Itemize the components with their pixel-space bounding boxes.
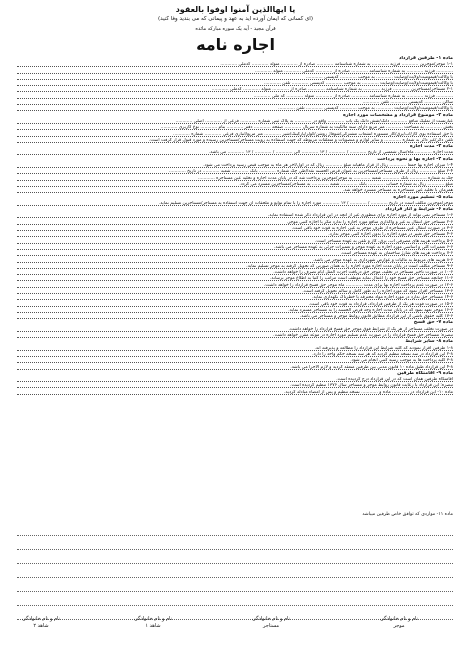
verse-translation: (ای کسانی که ایمان آورده اید به عهد و پیمانی که می بندید وفا کنید) (158, 16, 313, 22)
clause-line: ۱۲-۶ در صورت عدم پرداخت اجاره بها برای مدت ............ ماه موجر حق فسخ قرارداد را خواهد داشت. (17, 283, 453, 288)
clause-line: ۶-۶ تعمیرات کلی و اساسی مورد اجاره به عهده موجر و تعمیرات جزئی به عهده مستاجر می باشد. (17, 245, 453, 250)
clause-line: ۱-۴ میزان اجاره بها جمعاً ............ ریال از قرار ماهیانه مبلغ ............ ریال که در اول/آخر هر ماه به موجب قبض رسید پرداخت می شود. (17, 163, 453, 168)
clause-line: چک به شماره ............ بانک ............ شعبه ............ به موجر/موجرین پرداخت شد که در پایان مدت اجاره و تخلیه عین مستاجره ............ (17, 176, 453, 181)
clause-line: تلفن دائر/غیر دائر به شماره ............ و سایر لوازم و منصوبات و متعلقات مربوطه که جهت استفاده به رویت مستاجر/مستاجرین رسیده و مورد قبول قرار گرفت است. (17, 138, 453, 143)
clause-line: ۱۷-۶ کلیه حقوق ناشی از این قرارداد مطابق قانون روابط موجر و مستاجر می باشد. (17, 314, 453, 319)
clause-line: بخش ............ به مساحت ............ متر مربع دارای سند مالکیت به شماره سریال ............ صفحه ............ دفتر ............ بنام ............ نوع کاربری ............ (17, 125, 453, 130)
clause-line: ۱۳-۶ مستاجر اقرار نمود که مورد اجاره را به طور کامل و سالم تحویل گرفته است. (17, 289, 453, 294)
clause-line: ۳-۸ کلیه پرداخت ها به موجب رسید کتبی انجام می شود. (17, 358, 453, 363)
clause-line: مبلغ ............ ریال به شماره حساب ............ بانک ............ شعبه ............ به مستاجر/مستاجرین مسترد می گردد. (17, 182, 453, 187)
clause-line: ۱-۸ طرفین اقرار نمودند که کلیه شرایط این قرارداد را مطالعه و پذیرفته اند. (17, 346, 453, 351)
article-heading: ماده ۴- اجاره بها و نحوه پرداخت (377, 156, 453, 162)
clause-line: ............ فرزند ............ به شماره شناسنامه ............ صادره از ............ کدملی ............ متولد ............ (17, 69, 453, 74)
clause-line: عبارتست از تملیک منافع ............ دانگ/شش دانگ یک باب ............ واقع در ............ به پلاک ثبتی شماره ............ فرعی از ............ اصلی ............ (17, 119, 453, 124)
clause-line: ساکن ............ کدپستی ............ تلفن ............ (17, 100, 453, 105)
blank-line (17, 564, 453, 578)
signature-witness-2 (1, 616, 81, 630)
clause-line: ۲-۸ این قرارداد در سه نسخه تنظیم گردید که هر سه نسخه حکم واحد را دارد. (17, 352, 453, 357)
signature-label: شاهد ۲ (33, 623, 49, 629)
clause-line: ۱۶-۶ موجر تعهد نمود که در پایان مدت اجاره وجه قرض الحسنه را به مستاجر مسترد نماید. (17, 308, 453, 313)
special-terms-heading: ماده ۱۱- مواردی که توافق خاص طرفین میباشد (362, 512, 453, 517)
clause-line: ۴-۶ مستاجر حق تغییر در مورد اجاره را بدون اجازه کتبی موجر ندارد. (17, 232, 453, 237)
clause-line: ۲-۶ مستاجر حق انتقال به غیر و واگذاری منافع مورد اجاره را ندارد مگر با اجازه کتبی موجر. (17, 220, 453, 225)
blank-line (17, 522, 453, 536)
article-heading: ماده ۵- تسلیم مورد اجاره (393, 194, 453, 200)
special-terms-lines (17, 522, 453, 620)
clause-line: ۱۰-۶ در صورت تأخیر مستاجر در تخلیه، موجر حق دریافت اجرت المثل ایام تصرف را خواهد داشت. (17, 270, 453, 275)
clause-line: با وکالت/قیمومیت/ولایت/وصایت/وصایت ............ به موجب ............ کدپستی ............ تلفن ............ (17, 81, 453, 86)
bismillah-verse: یا ایهاالذین آمنوا اوفوا بالعقود (175, 5, 296, 14)
blank-line (17, 536, 453, 550)
clause-line: ۱-۱ موجر/موجرین ............ فرزند ............ به شماره شناسنامه ............ صادره از ............ متولد ............ کدملی ............ (17, 62, 453, 67)
signature-label: مستاجر (262, 623, 280, 629)
signature-sub: نام و نام خانوادگی (134, 616, 172, 622)
signature-label: موجر (393, 623, 405, 629)
clause-line: ۵-۶ پرداخت هزینه های مصرفی آب، برق، گاز و تلفن به عهده مستاجر است. (17, 239, 453, 244)
signature-label: شاهد ۱ (145, 623, 161, 629)
clause-line: ۴-۸ این قرارداد طبق ماده ۱۰ قانون مدنی بین طرفین منعقد گردید و لازم الاجرا می باشد. (17, 365, 453, 370)
clause-line: اقامتگاه طرفین همان است که در این قرارداد درج گردیده است. (17, 377, 453, 382)
clause-line: ۲-۱ مستاجر/مستاجرین ............ فرزند ............ به شماره شناسنامه ............ صادره از ............ متولد ............ کدملی ............ (17, 87, 453, 92)
clause-line: همزمان با تخلیه عین مستاجره به مستاجر مسترد خواهد شد. (17, 188, 453, 193)
clause-line: ۳-۶ در صورت انتقال عین مستاجره از طرف موجر به غیر، اجاره به قوت خود باقی است. (17, 226, 453, 231)
article-heading: ماده ۲- موضوع قرارداد و مشخصات مورد اجاره (342, 112, 453, 118)
signature-block (10, 616, 461, 656)
signature-witness-1 (113, 616, 193, 630)
clause-line: موجر/موجرین مکلف است در تاریخ ............ / ............ / ۱۳ ............ مورد اجاره را با تمام توابع و ملحقات آن جهت استفاده به مستاجر/مستاجرین تسلیم نماید. (17, 201, 453, 206)
article-heading: ماده ۷- حق فسخ (413, 320, 453, 326)
verse-source: قرآن مجید - آیه یک سوره مبارکه مائده (195, 26, 276, 32)
signature-lessor (359, 616, 439, 630)
article-heading: ماده ۹- اقامتگاه طرفین (397, 370, 453, 376)
clause-line: مدت اجاره ............ ماه/سال شمسی از تاریخ ............ / ............ / ۱۳ ............ الی ............ / ............ / ۱۳ ............ می باشد. (17, 150, 453, 155)
clause-line: در صورت تخلف مستاجر از هر یک از شرایط فوق موجر حق فسخ قرارداد را خواهد داشت. (17, 327, 453, 332)
clause-line: ماده ۱۰- این قرارداد در ............ ماده و ............ نسخه تنظیم و پس از امضاء مبادله گردید. (17, 390, 453, 395)
clause-line: با وکالت/قیمومیت/ولایت/وصایت ............ به موجب ............ کدپستی ............ تلفن ............ (17, 106, 453, 111)
clause-line: ۱۵-۶ در صورت فوت هر یک از طرفین قرارداد، قرارداد به قوت خود باقی است. (17, 302, 453, 307)
blank-line (17, 592, 453, 606)
clause-line: ۱-۶ مستاجر نمی تواند از مورد اجاره برای منظوری غیر از آنچه در این قرارداد ذکر شده استفاده نماید. (17, 213, 453, 218)
clause-line: ۸-۶ هزینه های مربوط به مالیات و عوارض شهرداری به عهده موجر می باشد. (17, 258, 453, 263)
clause-line: تبصره: این قرارداد با رعایت قانون روابط موجر و مستاجر سال ۱۳۷۶ تنظیم گردیده است. (17, 383, 453, 388)
contract-body (17, 56, 453, 396)
blank-line (17, 550, 453, 564)
clause-line: با حق استفاده بوی گاز/آب/برق/کار مستوره انشعاب مشترکی/شوفاژ روشن/کولر/پارکینگ/شیر ............ متر مربع/انباری فرعی ............ شماره ............ (17, 132, 453, 137)
signature-lessee (231, 616, 311, 630)
clause-line: ۱۴-۶ مستاجر حق ندارد در مورد اجاره مواد محترقه یا خطرناک نگهداری نماید. (17, 295, 453, 300)
clause-line: تبصره: مستاجر حق فسخ قرارداد را در صورت عدم تسلیم مورد اجاره در موعد مقرر خواهد داشت. (17, 333, 453, 338)
clause-line: ............ فرزند ............ به شماره شناسنامه ............ صادره از ............ متولد ............ کد ملی ............ (17, 94, 453, 99)
article-heading: ماده ۶- شرایط و آثار قرارداد (385, 207, 453, 213)
article-heading: ماده ۱- طرفین قرارداد (398, 56, 453, 61)
article-heading: ماده ۸- سایر شرایط (405, 339, 453, 345)
clause-line: ۷-۶ پرداخت هزینه های شارژ ساختمان به عهده مستاجر است. (17, 251, 453, 256)
article-heading: ماده ۳- مدت اجاره (409, 144, 453, 150)
clause-line: ۲-۴ مبلغ ............ ریال از طرف مستاجر/مستاجرین به عنوان قرض الحسنه نقداً/طی چک شماره ............ بانک ............ شعبه ............ در تاریخ ............ (17, 169, 453, 174)
clause-line: ۱۱-۶ چنانچه مستاجر حق فسخ خود را اعمال نماید موظف است مراتب را کتباً به اطلاع موجر برساند. (17, 276, 453, 281)
clause-line: ۹-۶ مستاجر مکلف است در پایان مدت اجاره مورد اجاره را به همان صورتی که تحویل گرفته به موجر تسلیم نماید. (17, 264, 453, 269)
blank-line (17, 578, 453, 592)
page-title: اجاره نامه (196, 35, 275, 54)
signature-sub: نام و نام خانوادگی (22, 616, 60, 622)
signature-sub: نام و نام خانوادگی (380, 616, 418, 622)
clause-line: با وکالت/قیمومیت/ولایت/وصایت ............ به موجب ............ کدپستی ............ (17, 75, 453, 80)
signature-sub: نام و نام خانوادگی (252, 616, 290, 622)
